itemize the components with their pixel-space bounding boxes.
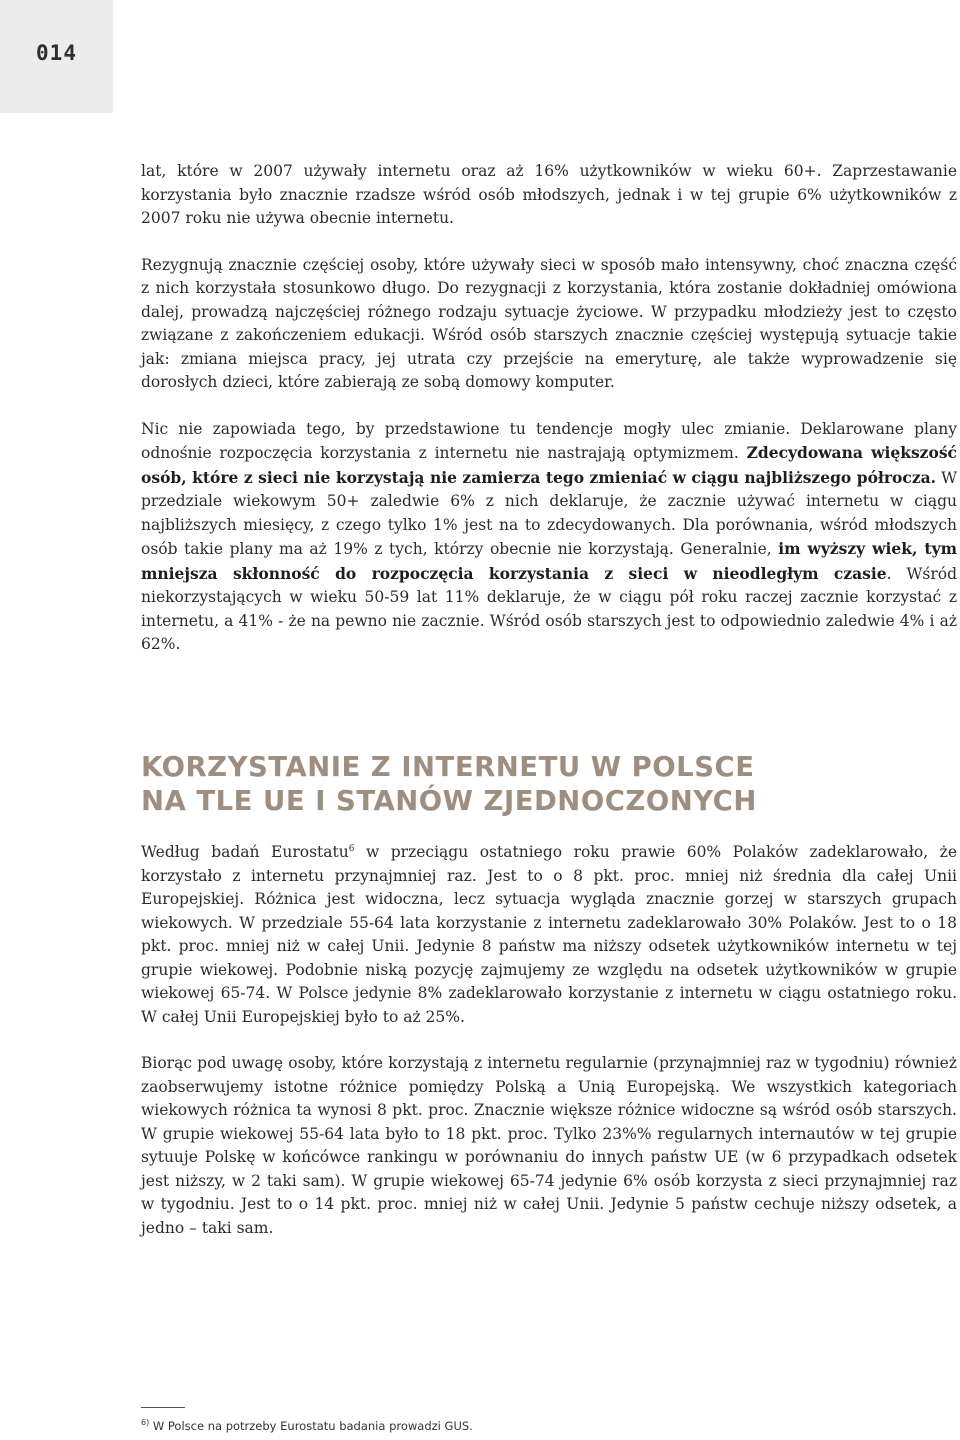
plans-text-a: Nic nie zapowiada tego, by przedstawione tu tendencje mogły ulec zmianie. Deklarowane plany odnośnie rozpoczęcia korzystania z internetu nie nastrajają optymizmem. — [141, 419, 957, 462]
paragraph-continuation: lat, które w 2007 używały internetu oraz aż 16% użytkowników w wieku 60+. Zaprzestawanie korzystania było znacznie rzadsze wśród osób młodszych, jednak i w tej grupie 6% użytkowników z 2007 roku nie używa obecnie internetu. — [141, 162, 957, 227]
plans-bold-age: im wyższy wiek, tym mniejsza skłonność do rozpoczęcia korzystania z sieci w nieodległym czasie — [141, 539, 957, 583]
footnote-divider — [141, 1407, 185, 1408]
paragraph-eurostat — [141, 841, 957, 1029]
footnote-text: W Polsce na potrzeby Eurostatu badania prowadzi GUS. — [149, 1419, 473, 1433]
section-heading-line-2: NA TLE UE I STANÓW ZJEDNOCZONYCH — [141, 785, 757, 817]
section-heading-line-1: KORZYSTANIE Z INTERNETU W POLSCE — [141, 751, 755, 783]
eurostat-text-a: Według badań Eurostatu — [141, 843, 349, 861]
eurostat-text-b: w przeciągu ostatniego roku prawie 60% Polaków zadeklarowało, że korzystało z internetu przynajmniej raz. Jest to o 8 pkt. proc. mniej niż średnia dla całej Unii Europejskiej. Różnica jest widoczna, lecz sytuacja wygląda znacznie gorzej w starszych grupach wiekowych. W przedziale 55-64 lata korzystanie z internetu zadeklarowało 30% Polaków. Jest to o 18 pkt. proc. mniej niż w całej Unii. Jedynie 8 państw ma niższy odsetek użytkowników internetu w tej grupie wiekowej. Podobnie niską pozycję zajmujemy ze względu na odsetek użytkowników w grupie wiekowej 65-74. W Polsce jedynie 8% zadeklarowało korzystanie z internetu w ciągu ostatniego roku. W całej Unii Europejskiej było to aż 25%. — [141, 843, 958, 1026]
paragraph-regular-users: Biorąc pod uwagę osoby, które korzystają z internetu regularnie (przynajmniej raz w tygodniu) również zaobserwujemy istotne różnice pomiędzy Polską a Unią Europejską. We wszystkich kategoriach wiekowych różnica ta wynosi 8 pkt. proc. Znacznie większe różnice widoczne są wśród osób starszych. W grupie wiekowej 55-64 lata było to 18 pkt. proc. Tylko 23%% regularnych internautów w tej grupie sytuuje Polskę w końcówce rankingu w porównaniu do innych państw UE (w 6 przypadkach odsetek jest niższy, w 2 taki sam). W grupie wiekowej 65-74 jedynie 6% osób korzysta z sieci przynajmniej raz w tygodniu. Jest to o 14 pkt. proc. mniej niż w całej Unii. Jedynie 5 państw cechuje niższy odsetek, a jedno – taki sam. — [141, 1054, 957, 1237]
footnote-reference[interactable]: 6 — [348, 843, 355, 854]
plans-bold-majority: Zdecydowana większość osób, które z sieci nie korzystają nie zamierza tego zmieniać w ciągu najbliższego półrocza. — [141, 443, 957, 487]
footnote — [141, 1419, 473, 1434]
paragraph-plans — [141, 418, 957, 657]
plans-text-b: W przedziale wiekowym 50+ zaledwie 6% z nich deklaruje, że zacznie używać internetu w ciągu najbliższych miesięcy, z czego tylko 1% jest na to zdecydowanych. Dla porównania, wśród młodszych osób takie plany ma aż 19% z tych, którzy obecnie nie korzystają. Generalnie, — [141, 468, 957, 558]
footnote-mark: 6) — [141, 1418, 150, 1428]
page-number: 014 — [36, 41, 77, 65]
page-number-tab — [0, 0, 113, 113]
intro-text-block — [141, 160, 957, 657]
paragraph-resignation: Rezygnują znacznie częściej osoby, które używały sieci w sposób mało intensywny, choć znaczna część z nich korzystała stosunkowo długo. Do rezygnacji z korzystania, która zostanie dokładniej omówiona dalej, prowadzą najczęściej różnego rodzaju sytuacje życiowe. W przypadku młodzieży jest to często związane z zakończeniem edukacji. Wśród osób starszych znacznie częściej występują sytuacje takie jak: zmiana miejsca pracy, jej utrata czy przejście na emeryturę, ale także wyprowadzenie się dorosłych dzieci, które zabierają ze sobą domowy komputer. — [141, 255, 957, 391]
section-heading — [141, 750, 957, 818]
section-text-block — [141, 841, 957, 1240]
plans-text-c: . Wśród niekorzystających w wieku 50-59 lat 11% deklaruje, że w ciągu pół roku raczej zacznie korzystać z internetu, a 41% - że na pewno nie zacznie. Wśród osób starszych jest to odpowiednio zaledwie 4% i aż 62%. — [141, 564, 957, 653]
